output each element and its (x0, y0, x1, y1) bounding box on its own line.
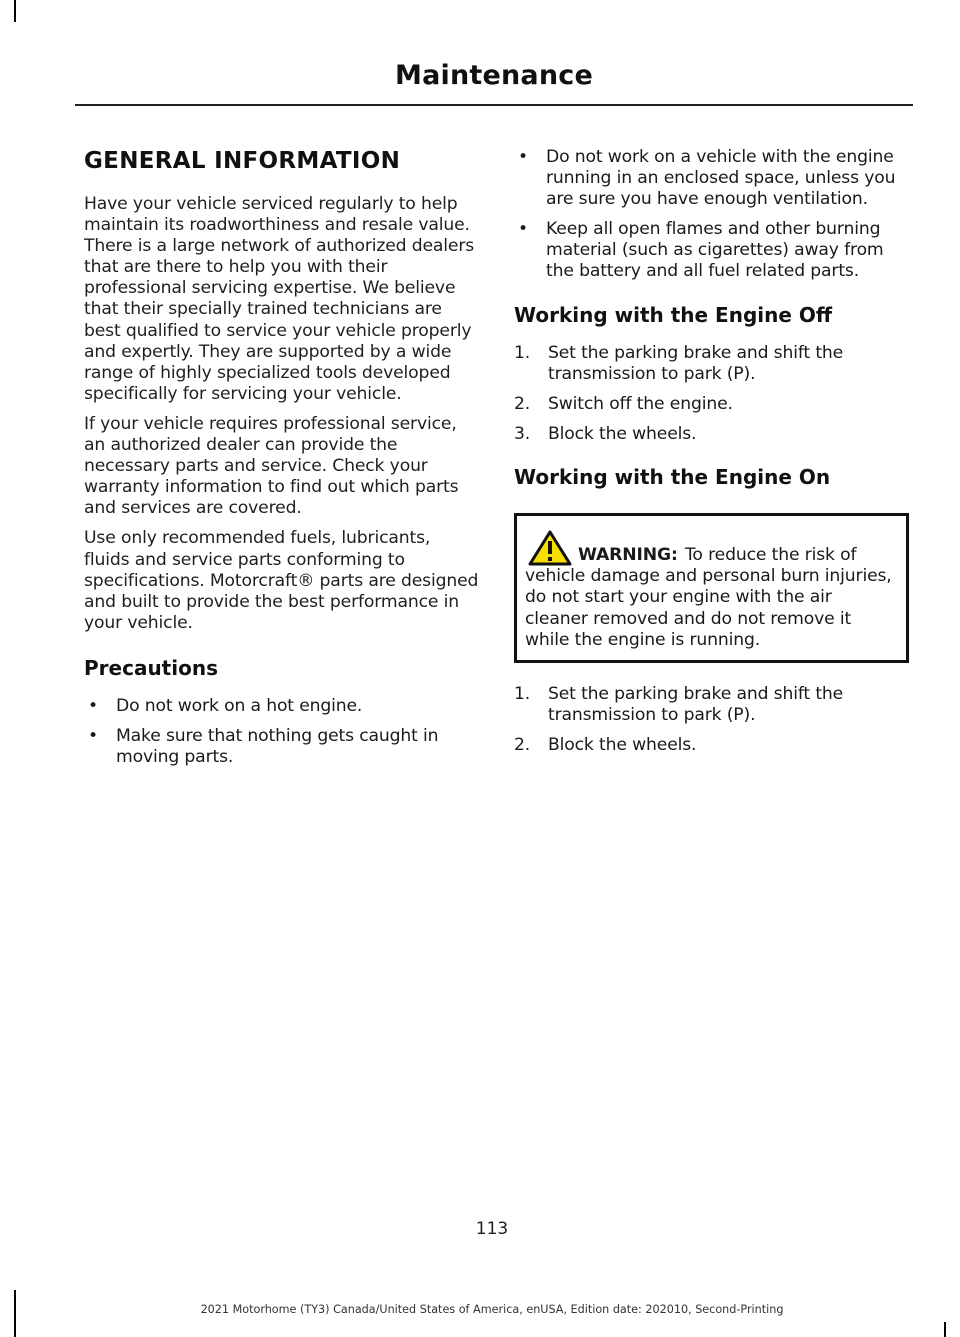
step-text: Set the parking brake and shift the transmission to park (P). (548, 342, 844, 384)
list-item-text: Keep all open flames and other burning material (such as cigarettes) away from the battery and all fuel related parts. (546, 219, 884, 282)
left-column (84, 148, 480, 777)
crop-mark-bottom-right (944, 1322, 946, 1337)
section-heading: GENERAL INFORMATION (84, 148, 401, 174)
step-text: Switch off the engine. (548, 393, 733, 414)
warning-triangle-icon (528, 530, 572, 566)
step-number: 1. (514, 342, 531, 363)
list-item (514, 147, 910, 210)
list-item-text: Make sure that nothing gets caught in moving parts. (116, 725, 439, 768)
footer-edition: 2021 Motorhome (TY3) Canada/United States of America, enUSA, Edition date: 202010, Second-Printing (200, 1303, 784, 1316)
list-item (514, 735, 910, 756)
step-text: Block the wheels. (548, 423, 697, 444)
step-number: 1. (514, 683, 531, 704)
subheading-precautions: Precautions (84, 655, 218, 680)
page-number: 113 (475, 1219, 509, 1239)
paragraph: If your vehicle requires professional service, an authorized dealer can provide the necessary parts and service. Check your warranty information to find out which parts and services are covered. (84, 413, 459, 519)
bullet: • (518, 147, 528, 167)
bullet: • (518, 219, 528, 240)
paragraph: Use only recommended fuels, lubricants, fluids and service parts conforming to specifications. Motorcraft® parts are designed and built to provide the best performance in your vehicle. (84, 528, 479, 633)
precautions-list (84, 696, 480, 768)
list-item-text: Do not work on a hot engine. (116, 695, 363, 716)
precautions-list-continued (514, 147, 910, 283)
subheading-engine-on: Working with the Engine On (514, 464, 831, 489)
subheading-engine-off: Working with the Engine Off (514, 302, 833, 327)
list-item (514, 394, 910, 415)
warning-box (514, 513, 909, 663)
bullet: • (88, 695, 98, 716)
step-text: Block the wheels. (548, 735, 697, 756)
crop-mark-top-left (14, 0, 16, 22)
engine-on-steps (514, 684, 910, 756)
step-text: Set the parking brake and shift the transmission to park (P). (548, 683, 844, 726)
right-column (514, 147, 910, 765)
list-item (84, 696, 480, 717)
engine-off-steps (514, 343, 910, 445)
step-number: 2. (514, 393, 531, 414)
list-item (514, 684, 910, 726)
warning-label: WARNING: (578, 544, 678, 565)
header-rule (75, 104, 913, 106)
page-title: Maintenance (395, 60, 593, 91)
list-item (514, 343, 910, 385)
bullet: • (88, 725, 98, 746)
list-item (84, 726, 480, 768)
paragraph: Have your vehicle serviced regularly to help maintain its roadworthiness and resale value. There is a large network of authorized dealers that are there to help you with their professional servicing expertise. We believe that their specially trained technicians are best qualified to service your vehicle properly and expertly. They are supported by a wide range of highly specialized tools developed specifically for servicing your vehicle. (84, 194, 475, 404)
list-item (514, 424, 910, 445)
step-number: 2. (514, 735, 531, 756)
list-item (514, 219, 910, 282)
list-item-text: Do not work on a vehicle with the engine running in an enclosed space, unless you are sure you have enough ventilation. (546, 147, 896, 210)
step-number: 3. (514, 423, 531, 444)
warning-text: To reduce the risk of vehicle damage and personal burn injuries, do not start your engine with the air cleaner removed and do not remove it while the engine is running. (525, 544, 892, 650)
